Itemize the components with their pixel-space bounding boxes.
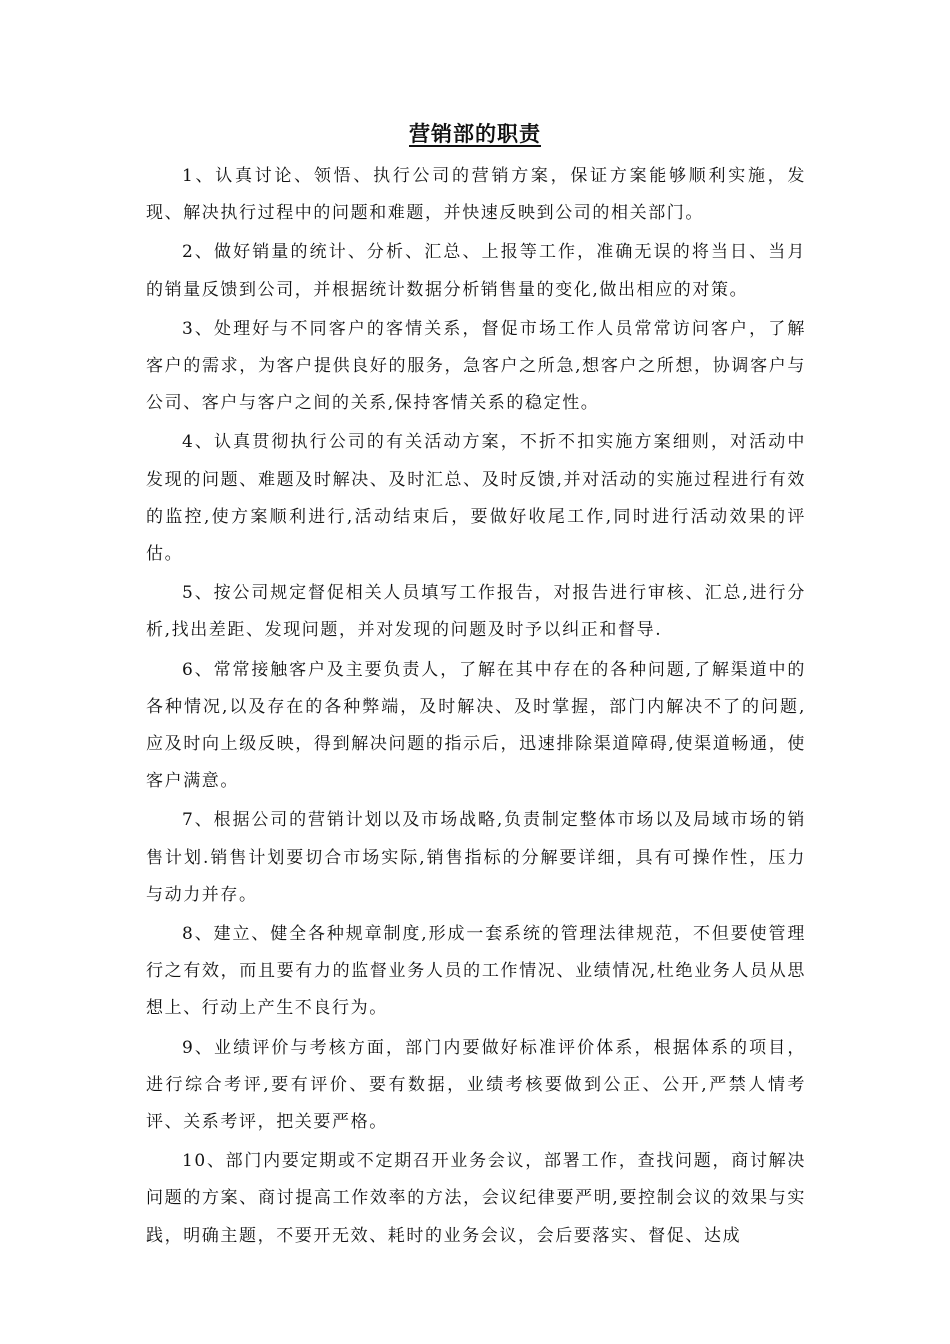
paragraph-4: 4、认真贯彻执行公司的有关活动方案，不折不扣实施方案细则，对活动中发现的问题、难题及时解决、及时汇总、及时反馈,并对活动的实施过程进行有效的监控,使方案顺利进行,活动结束后，要做好收尾工作,同时进行活动效果的评估。 — [146, 432, 806, 565]
paragraph-6: 6、常常接触客户及主要负责人，了解在其中存在的各种问题,了解渠道中的各种情况,以及存在的各种弊端，及时解决、及时掌握，部门内解决不了的问题,应及时向上级反映，得到解决问题的指示后，迅速排除渠道障碍,使渠道畅通，使客户满意。 — [146, 659, 806, 792]
paragraph-5: 5、按公司规定督促相关人员填写工作报告，对报告进行审核、汇总,进行分析,找出差距、发现问题，并对发现的问题及时予以纠正和督导. — [146, 583, 806, 641]
paragraph-1: 1、认真讨论、领悟、执行公司的营销方案，保证方案能够顺利实施，发现、解决执行过程中的问题和难题，并快速反映到公司的相关部门。 — [146, 166, 806, 224]
document-body — [146, 158, 806, 1257]
paragraph-3: 3、处理好与不同客户的客情关系，督促市场工作人员常常访问客户，了解客户的需求，为客户提供良好的服务，急客户之所急,想客户之所想，协调客户与公司、客户与客户之间的关系,保持客情关系的稳定性。 — [146, 318, 806, 414]
paragraph-2: 2、做好销量的统计、分析、汇总、上报等工作，准确无误的将当日、当月的销量反馈到公司，并根据统计数据分析销售量的变化,做出相应的对策。 — [146, 242, 806, 300]
paragraph-10: 10、部门内要定期或不定期召开业务会议，部署工作，查找问题，商讨解决问题的方案、商讨提高工作效率的方法，会议纪律要严明,要控制会议的效果与实践，明确主题，不要开无效、耗时的业务会议，会后要落实、督促、达成 — [146, 1151, 806, 1246]
paragraph-8: 8、建立、健全各种规章制度,形成一套系统的管理法律规范，不但要使管理行之有效，而且要有力的监督业务人员的工作情况、业绩情况,杜绝业务人员从思想上、行动上产生不良行为。 — [146, 924, 806, 1019]
document-title: 营销部的职责 — [409, 121, 541, 146]
paragraph-7: 7、根据公司的营销计划以及市场战略,负责制定整体市场以及局域市场的销售计划.销售计划要切合市场实际,销售指标的分解要详细，具有可操作性，压力与动力并存。 — [146, 810, 806, 905]
paragraph-9: 9、业绩评价与考核方面，部门内要做好标准评价体系，根据体系的项目，进行综合考评,要有评价、要有数据，业绩考核要做到公正、公开,严禁人情考评、关系考评，把关要严格。 — [146, 1037, 806, 1133]
